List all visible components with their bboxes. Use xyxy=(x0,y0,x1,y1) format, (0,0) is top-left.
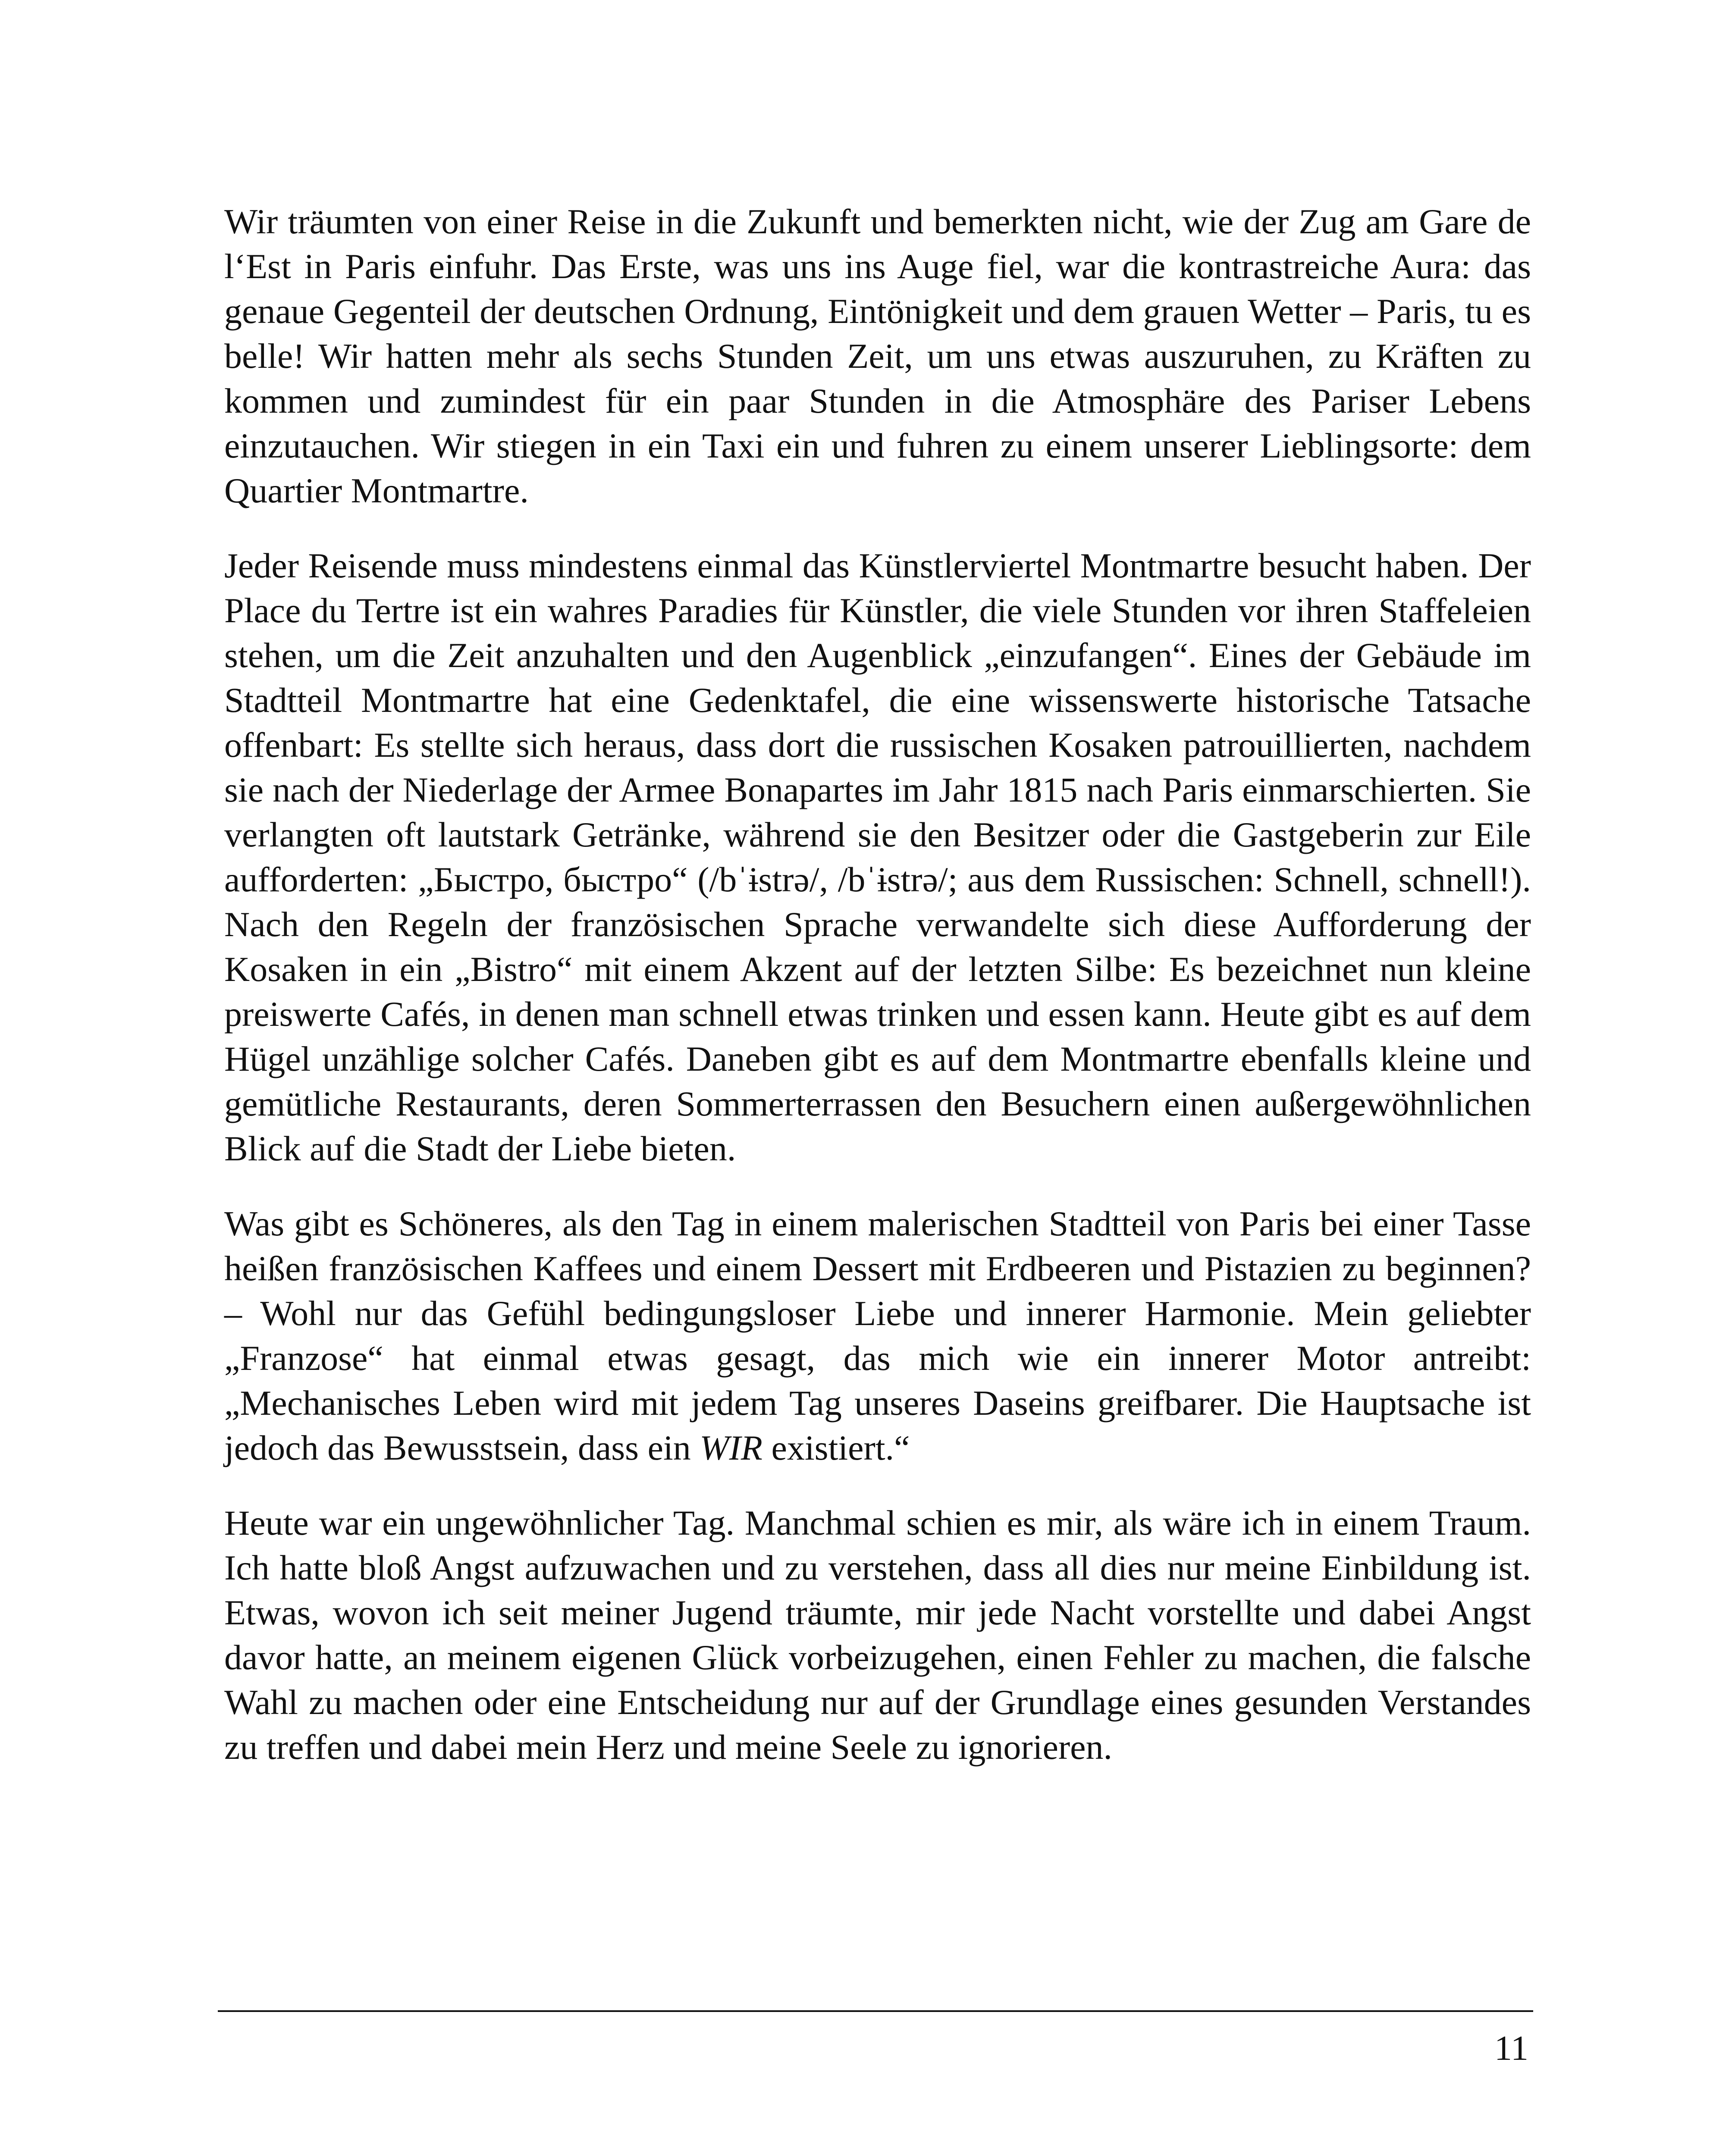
paragraph-montmartre-bistro: Jeder Reisende muss mindestens einmal das Künstlerviertel Montmartre besucht haben. Der Place du Tertre ist ein wahres Paradies für Künstler, die viele Stunden vor ihren Staffeleien stehen, um die Zeit anzuhalten und den Augenblick „einzufangen“. Eines der Gebäude im Stadtteil Montmartre hat eine Gedenktafel, die eine wissenswerte historische Tatsache offenbart: Es stellte sich heraus, dass dort die russischen Kosaken patrouillierten, nachdem sie nach der Niederlage der Armee Bonapartes im Jahr 1815 nach Paris einmarschierten. Sie verlangten oft lautstark Getränke, während sie den Besitzer oder die Gastgeberin zur Eile aufforderten: „Быстро, быстро“ (/bˈɨstrə/, /bˈɨstrə/; aus dem Russischen: Schnell, schnell!). Nach den Regeln der französischen Sprache verwandelte sich diese Aufforderung der Kosaken in ein „Bistro“ mit einem Akzent auf der letzten Silbe: Es bezeichnet nun kleine preiswerte Cafés, in denen man schnell etwas trinken und essen kann. Heute gibt es auf dem Hügel unzählige solcher Cafés. Daneben gibt es auf dem Montmartre ebenfalls kleine und gemütliche Restaurants, deren Sommerterrassen den Besuchern einen außergewöhnlichen Blick auf die Stadt der Liebe bieten. xyxy=(224,546,1531,1168)
paragraph-dream-reflection: Heute war ein ungewöhnlicher Tag. Manchmal schien es mir, als wäre ich in einem Traum. Ich hatte bloß Angst aufzuwachen und zu verstehen, dass all dies nur meine Einbildung ist. Etwas, wovon ich seit meiner Jugend träumte, mir jede Nacht vorstellte und dabei Angst davor hatte, an meinem eigenen Glück vorbeizugehen, einen Fehler zu machen, die falsche Wahl zu machen oder eine Entscheidung nur auf der Grundlage eines gesunden Verstandes zu treffen und dabei mein Herz und meine Seele zu ignorieren. xyxy=(224,1503,1531,1767)
page-number: 11 xyxy=(1494,2028,1528,2068)
quote-text-before-emphasis: Was gibt es Schöneres, als den Tag in einem malerischen Stadtteil von Paris bei einer Tasse heißen französischen Kaffees und einem Dessert mit Erdbeeren und Pistazien zu beginnen? – Wohl nur das Gefühl bedingungsloser Liebe und innerer Harmonie. Mein geliebter „Franzose“ hat einmal etwas gesagt, das mich wie ein innerer Motor antreibt: „Mechanisches Leben wird mit jedem Tag unseres Daseins greifbarer. Die Hauptsache ist jedoch das Bewusstsein, dass ein xyxy=(224,1204,1531,1467)
emphasized-word: WIR xyxy=(700,1428,762,1467)
paragraph-coffee-quote xyxy=(224,1201,1531,1470)
paragraph-arrival-paris: Wir träumten von einer Reise in die Zukunft und bemerkten nicht, wie der Zug am Gare de l‘Est in Paris einfuhr. Das Erste, was uns ins Auge fiel, war die kontrastreiche Aura: das genaue Gegenteil der deutschen Ordnung, Eintönigkeit und dem grauen Wetter – Paris, tu es belle! Wir hatten mehr als sechs Stunden Zeit, um uns etwas auszuruhen, zu Kräften zu kommen und zumindest für ein paar Stunden in die Atmosphäre des Pariser Lebens einzutauchen. Wir stiegen in ein Taxi ein und fuhren zu einem unserer Lieblingsorte: dem Quartier Montmartre. xyxy=(224,202,1531,510)
body-text xyxy=(224,199,1531,1770)
quote-text-after-emphasis: existiert.“ xyxy=(762,1428,910,1467)
footer-divider xyxy=(218,2010,1533,2012)
